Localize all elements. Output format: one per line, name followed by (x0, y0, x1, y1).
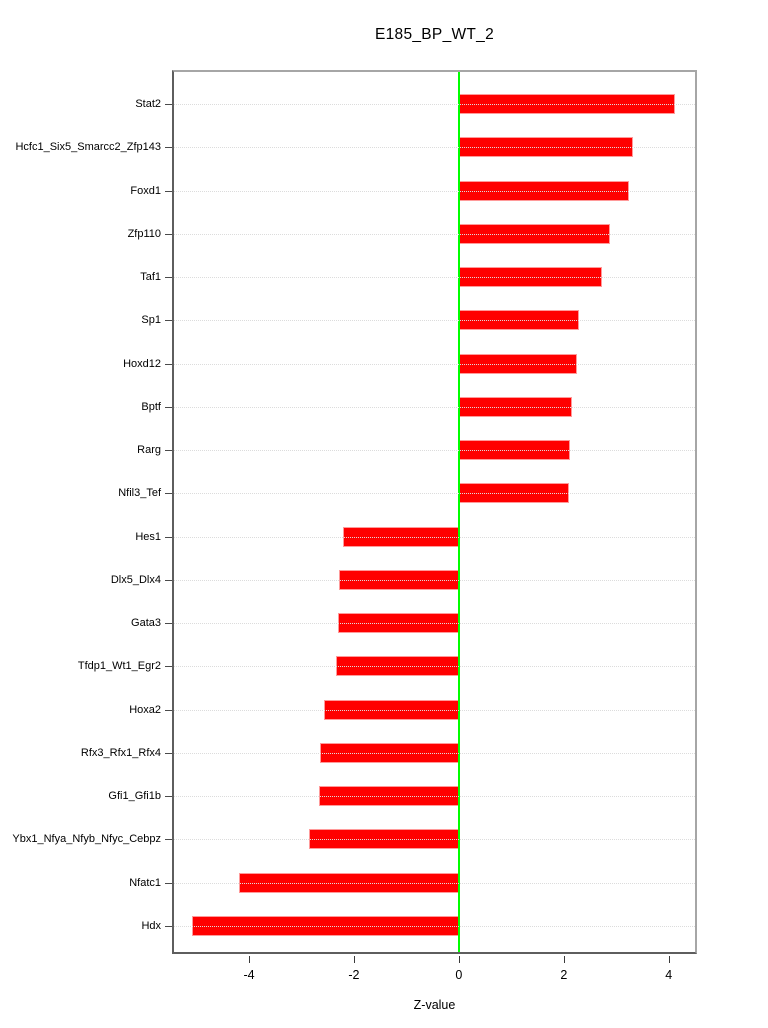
y-label-Dlx5_Dlx4: Dlx5_Dlx4 (110, 573, 161, 586)
y-label-Nfil3_Tef: Nfil3_Tef (118, 487, 161, 500)
gridline (174, 537, 695, 538)
gridline (174, 191, 695, 192)
y-label-Gfi1_Gfi1b: Gfi1_Gfi1b (108, 790, 161, 803)
y-label-Hcfc1_Six5_Smarcc2_Zfp143: Hcfc1_Six5_Smarcc2_Zfp143 (15, 141, 161, 154)
y-tick (165, 407, 172, 408)
y-tick (165, 320, 172, 321)
y-label-Hoxa2: Hoxa2 (129, 703, 161, 716)
gridline (174, 926, 695, 927)
y-label-Sp1: Sp1 (141, 314, 161, 327)
plot-area (172, 70, 697, 954)
gridline (174, 147, 695, 148)
gridline (174, 666, 695, 667)
y-label-Hdx: Hdx (141, 920, 161, 932)
gridline (174, 450, 695, 451)
y-tick (165, 839, 172, 840)
y-tick (165, 364, 172, 365)
gridline (174, 364, 695, 365)
gridline (174, 320, 695, 321)
y-label-Tfdp1_Wt1_Egr2: Tfdp1_Wt1_Egr2 (77, 660, 161, 673)
zero-reference-line (458, 72, 460, 952)
gridline (174, 493, 695, 494)
gridline (174, 407, 695, 408)
gridline (174, 104, 695, 105)
y-label-Hoxd12: Hoxd12 (123, 357, 161, 370)
x-tick-label--4: -4 (243, 968, 255, 982)
y-tick (165, 493, 172, 494)
x-tick-label-0: 0 (455, 968, 463, 982)
x-tick-label-4: 4 (665, 968, 673, 982)
y-label-Foxd1: Foxd1 (130, 184, 161, 197)
y-tick (165, 104, 172, 105)
gridline (174, 234, 695, 235)
x-axis-title: Z-value (413, 998, 456, 1012)
gridline (174, 883, 695, 884)
y-tick (165, 580, 172, 581)
gridline (174, 753, 695, 754)
gridline (174, 277, 695, 278)
y-label-Rfx3_Rfx1_Rfx4: Rfx3_Rfx1_Rfx4 (80, 746, 161, 759)
y-tick (165, 623, 172, 624)
y-label-Rarg: Rarg (137, 444, 161, 457)
chart-title: E185_BP_WT_2 (374, 26, 495, 43)
x-tick (564, 956, 565, 963)
y-tick (165, 883, 172, 884)
y-label-Taf1: Taf1 (140, 271, 161, 284)
gridline (174, 580, 695, 581)
y-label-Ybx1_Nfya_Nfyb_Nfyc_Cebpz: Ybx1_Nfya_Nfyb_Nfyc_Cebpz (12, 833, 161, 846)
y-tick (165, 234, 172, 235)
x-tick-label-2: 2 (560, 968, 568, 982)
y-tick (165, 926, 172, 927)
y-label-Nfatc1: Nfatc1 (129, 876, 161, 889)
x-tick (249, 956, 250, 963)
y-tick (165, 191, 172, 192)
y-tick (165, 277, 172, 278)
y-tick (165, 450, 172, 451)
x-tick (354, 956, 355, 963)
y-label-Stat2: Stat2 (135, 98, 161, 110)
x-tick (669, 956, 670, 963)
y-tick (165, 537, 172, 538)
y-tick (165, 147, 172, 148)
x-tick (459, 956, 460, 963)
gridline (174, 623, 695, 624)
y-label-Gata3: Gata3 (131, 617, 161, 630)
y-tick (165, 796, 172, 797)
gridline (174, 796, 695, 797)
y-tick (165, 666, 172, 667)
x-tick-label--2: -2 (348, 968, 360, 982)
y-label-Bptf: Bptf (141, 400, 161, 413)
y-tick (165, 753, 172, 754)
y-label-Hes1: Hes1 (135, 530, 161, 543)
gridline (174, 710, 695, 711)
gridline (174, 839, 695, 840)
y-label-Zfp110: Zfp110 (127, 227, 161, 240)
y-tick (165, 710, 172, 711)
